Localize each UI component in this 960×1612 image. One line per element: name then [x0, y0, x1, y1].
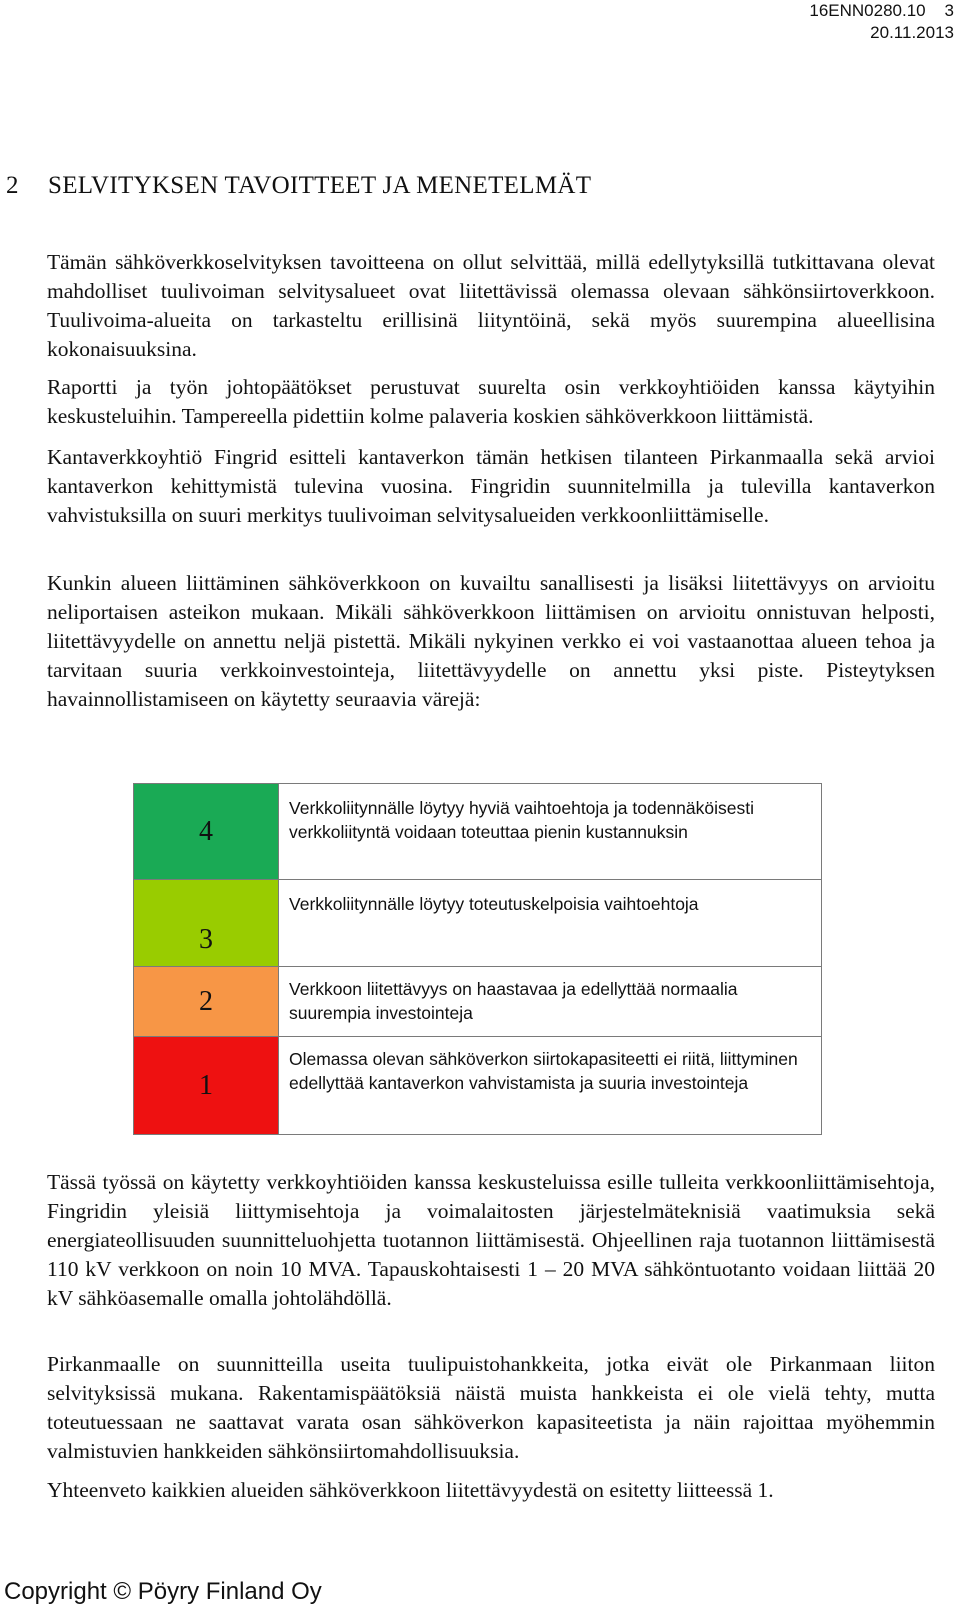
connectivity-scale-table: [133, 783, 822, 1135]
paragraph-scoring: Kunkin alueen liittäminen sähköverkkoon on kuvailtu sanallisesti ja lisäksi liitettävyys on arvioitu neliportaisen asteikon mukaan. Mikäli sähköverkkoon liittämisen on arvioitu onnistuvan helposti, liitettävyydelle on annettu neljä pistettä. Mikäli nykyinen verkko ei voi vastaanottaa alueen tehoa ja tarvitaan suuria verkkoinvestointeja, liitettävyydelle on annettu yksi piste. Pisteytyksen havainnollistamiseen on käytetty seuraavia värejä:: [47, 571, 935, 711]
document-date: 20.11.2013: [870, 23, 954, 42]
score-cell-2: 2: [134, 967, 279, 1037]
page-header: [809, 0, 954, 44]
paragraph-report-basis: Raportti ja työn johtopäätökset perustuvat suurelta osin verkkoyhtiöiden kanssa käytyihin keskusteluihin. Tampereella pidettiin kolme palaveria koskien sähköverkkoon liittämistä.: [47, 375, 935, 428]
section-heading: [6, 172, 591, 200]
header-doc-line: [809, 0, 954, 22]
paragraph-conditions: Tässä työssä on käytetty verkkoyhtiöiden kanssa keskusteluissa esille tulleita verkkoonliittämisehtoja, Fingridin yleisiä liittymisehtoja ja voimalaitosten järjestelmäteknisiä vaatimuksia sekä energiateollisuuden suunnitteluohjetta tuotannon liittämisestä. Ohjeellinen raja tuotannon liittämisestä 110 kV verkkoon on noin 10 MVA. Tapauskohtaisesti 1 – 20 MVA sähköntuotanto voidaan liittää 20 kV sähköasemalle omalla johtolähdöllä.: [47, 1170, 935, 1310]
copyright-footer: Copyright © Pöyry Finland Oy: [4, 1578, 322, 1605]
score-description-3: Verkkoliitynnälle löytyy toteutuskelpoisia vaihtoehtoja: [279, 880, 822, 967]
paragraph-fingrid: Kantaverkkoyhtiö Fingrid esitteli kantaverkon tämän hetkisen tilanteen Pirkanmaalla sekä arvioi kantaverkon kehittymistä tulevina vuosina. Fingridin suunnitelmilla ja tulevilla kantaverkon vahvistuksilla on suuri merkitys tuulivoiman selvitysalueiden verkkoonliittämiselle.: [47, 445, 935, 527]
score-cell-1: 1: [134, 1037, 279, 1135]
score-description-1: Olemassa olevan sähköverkon siirtokapasiteetti ei riitä, liittyminen edellyttää kantaverkon vahvistamista ja suuria investointeja: [279, 1037, 822, 1135]
scale-row-4: [134, 784, 822, 880]
paragraph-objective: Tämän sähköverkkoselvityksen tavoitteena on ollut selvittää, millä edellytyksillä tutkittavana olevat mahdolliset tuulivoiman selvitysalueet ovat liitettävissä olemassa olevaan sähkönsiirtoverkkoon. Tuulivoima-alueita on tarkasteltu erillisinä liityntöinä, sekä myös suurempina alueellisina kokonaisuuksina.: [47, 250, 935, 361]
section-number: 2: [6, 172, 19, 199]
paragraph-projects: Pirkanmaalle on suunnitteilla useita tuulipuistohankkeita, jotka eivät ole Pirkanmaan liiton selvityksissä mukana. Rakentamispäätöksiä näistä muista hankkeista ei ole vielä tehty, mutta toteutuessaan ne saattavat varata osan sähköverkon kapasiteetista ja näin rajoittaa myöhemmin valmistuvien hankkeiden sähkönsiirtomahdollisuuksia.: [47, 1352, 935, 1463]
score-description-4: Verkkoliitynnälle löytyy hyviä vaihtoehtoja ja todennäköisesti verkkoliityntä voidaan toteuttaa pienin kustannuksin: [279, 784, 822, 880]
document-id: 16ENN0280.10: [809, 1, 926, 20]
score-description-2: Verkkoon liitettävyys on haastavaa ja edellyttää normaalia suurempia investointeja: [279, 967, 822, 1037]
scale-row-3: [134, 880, 822, 967]
scale-row-1: [134, 1037, 822, 1135]
page-number: 3: [944, 1, 954, 20]
paragraph-summary: Yhteenveto kaikkien alueiden sähköverkkoon liitettävyydestä on esitetty liitteessä 1.: [47, 1478, 774, 1502]
score-cell-3: 3: [134, 880, 279, 967]
score-cell-4: 4: [134, 784, 279, 880]
scale-row-2: [134, 967, 822, 1037]
section-title: SELVITYKSEN TAVOITTEET JA MENETELMÄT: [48, 172, 592, 199]
